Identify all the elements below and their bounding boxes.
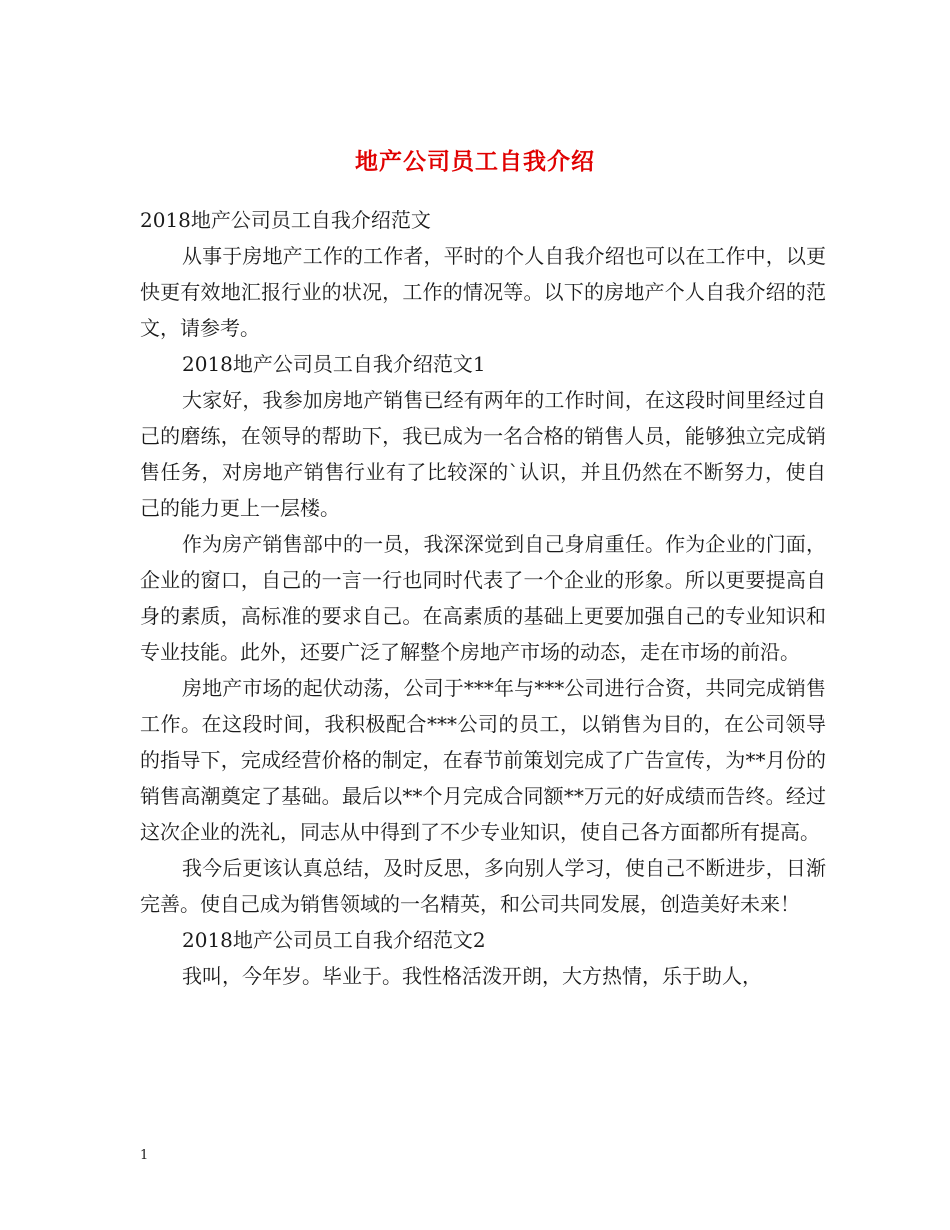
body-paragraph: 我叫，今年岁。毕业于。我性格活泼开朗，大方热情，乐于助人， [182, 964, 762, 988]
section-heading-2: 2018地产公司员工自我介绍范文2 [182, 928, 486, 952]
intro-paragraph: 从事于房地产工作的工作者，平时的个人自我介绍也可以在工作中，以更快更有效地汇报行业的状况，工作的情况等。以下的房地产个人自我介绍的范文，请参考。 [140, 244, 826, 340]
document-title: 地产公司员工自我介绍 [355, 148, 595, 176]
body-paragraph: 我今后更该认真总结，及时反思，多向别人学习，使自己不断进步，日渐完善。使自己成为销售领域的一名精英，和公司共同发展，创造美好未来！ [140, 856, 826, 916]
subtitle-paragraph: 2018地产公司员工自我介绍范文 [140, 208, 431, 232]
section-heading-1: 2018地产公司员工自我介绍范文1 [182, 352, 486, 376]
document-body [140, 202, 826, 994]
body-paragraph: 大家好，我参加房地产销售已经有两年的工作时间，在这段时间里经过自己的磨练，在领导的帮助下，我已成为一名合格的销售人员，能够独立完成销售任务，对房地产销售行业有了比较深的`认识，并且仍然在不断努力，使自己的能力更上一层楼。 [140, 388, 826, 520]
body-paragraph: 作为房产销售部中的一员，我深深觉到自己身肩重任。作为企业的门面，企业的窗口，自己的一言一行也同时代表了一个企业的形象。所以更要提高自身的素质，高标准的要求自己。在高素质的基础上更要加强自己的专业知识和专业技能。此外，还要广泛了解整个房地产市场的动态，走在市场的前沿。 [140, 532, 826, 664]
page-number: 1 [140, 1148, 149, 1163]
body-paragraph: 房地产市场的起伏动荡，公司于***年与***公司进行合资，共同完成销售工作。在这段时间，我积极配合***公司的员工，以销售为目的，在公司领导的指导下，完成经营价格的制定，在春节前策划完成了广告宣传，为**月份的销售高潮奠定了基础。最后以**个月完成合同额**万元的好成绩而告终。经过这次企业的洗礼，同志从中得到了不少专业知识，使自己各方面都所有提高。 [140, 676, 826, 844]
